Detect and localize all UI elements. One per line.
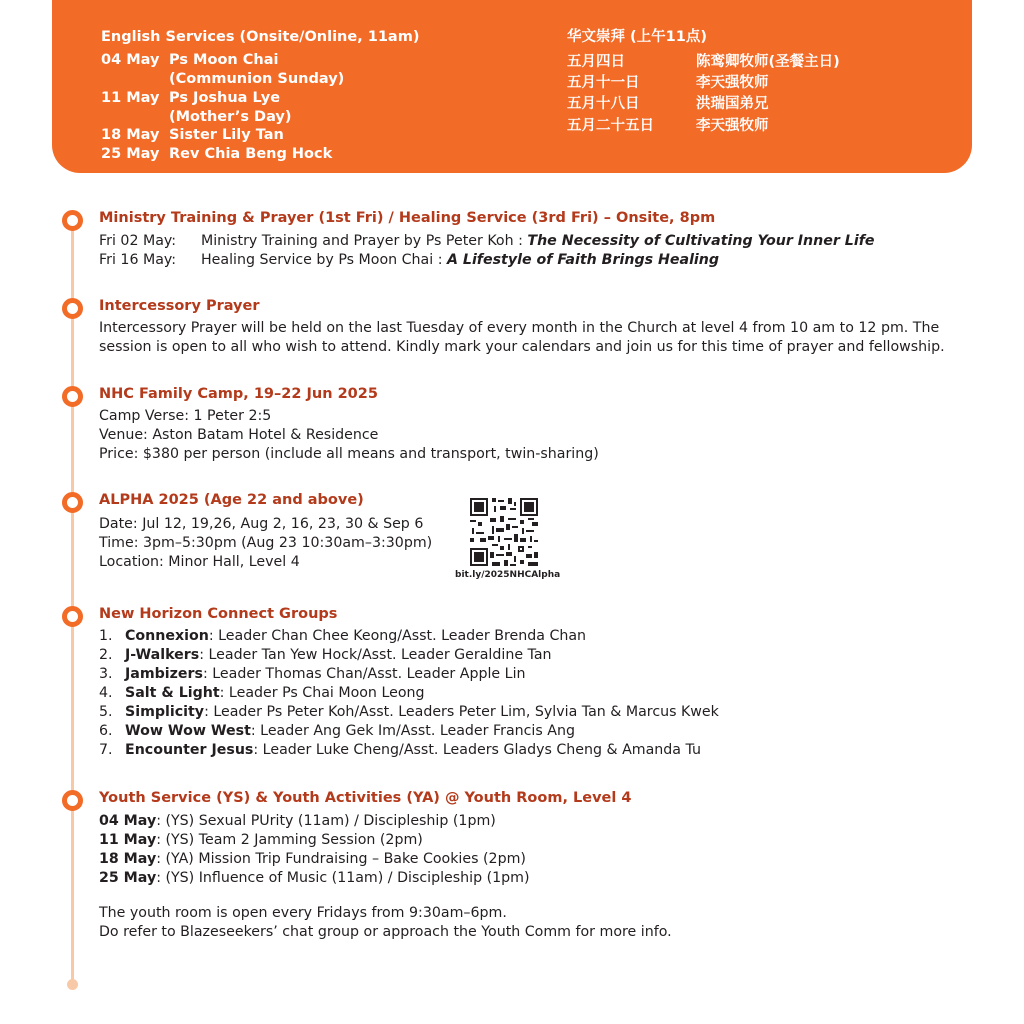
group-leaders: : Leader Ang Gek Im/Asst. Leader Francis Ang bbox=[250, 723, 575, 739]
english-service-date: 18 May bbox=[101, 127, 160, 143]
english-service-speaker: Sister Lily Tan bbox=[169, 127, 284, 143]
chinese-service-speaker: 陈鸾卿牧师(圣餐主日) bbox=[696, 54, 840, 70]
alpha-time: Time: 3pm–5:30pm (Aug 23 10:30am–3:30pm) bbox=[99, 535, 433, 551]
camp-price: Price: $380 per person (include all means and transport, twin-sharing) bbox=[99, 446, 599, 462]
timeline-end-dot bbox=[67, 979, 78, 990]
text-line: session is open to all who wish to attend. Kindly mark your calendars and join us for this time of prayer and fellowship. bbox=[99, 339, 945, 355]
english-service-date: 04 May bbox=[101, 52, 160, 68]
english-service-speaker: Ps Moon Chai bbox=[169, 52, 279, 68]
english-service-speaker: Ps Joshua Lye bbox=[169, 90, 281, 106]
chinese-service-date: 五月二十五日 bbox=[567, 118, 654, 134]
intercessory-prayer-text bbox=[99, 319, 945, 357]
timeline-dot bbox=[62, 790, 83, 811]
youth-notes bbox=[99, 904, 672, 942]
youth-activity: : (YA) Mission Trip Fundraising – Bake Cookies (2pm) bbox=[156, 851, 526, 867]
list-item bbox=[99, 627, 719, 646]
camp-venue: Venue: Aston Batam Hotel & Residence bbox=[99, 427, 379, 443]
event-date: Fri 16 May: bbox=[99, 252, 177, 268]
list-item bbox=[99, 722, 719, 741]
english-service-note: (Mother’s Day) bbox=[169, 109, 292, 125]
list-item bbox=[99, 703, 719, 722]
youth-title: Youth Service (YS) & Youth Activities (YA) @ Youth Room, Level 4 bbox=[99, 790, 632, 806]
youth-activity: : (YS) Influence of Music (11am) / Discipleship (1pm) bbox=[156, 870, 530, 886]
list-number: 5. bbox=[99, 704, 113, 720]
english-service-speaker: Rev Chia Beng Hock bbox=[169, 146, 333, 162]
group-leaders: : Leader Ps Peter Koh/Asst. Leaders Peter Lim, Sylvia Tan & Marcus Kwek bbox=[204, 704, 719, 720]
youth-date: 11 May bbox=[99, 832, 157, 848]
ministry-training-row bbox=[99, 232, 875, 251]
chinese-service-speaker: 洪瑞国弟兄 bbox=[696, 96, 769, 112]
connect-groups-title: New Horizon Connect Groups bbox=[99, 606, 338, 622]
chinese-service-date: 五月四日 bbox=[567, 54, 625, 70]
youth-date: 18 May bbox=[99, 851, 157, 867]
timeline-dot bbox=[62, 606, 83, 627]
timeline-dot bbox=[62, 492, 83, 513]
text-line: Do refer to Blazeseekers’ chat group or approach the Youth Comm for more info. bbox=[99, 924, 672, 940]
english-service-date: 11 May bbox=[101, 90, 160, 106]
timeline-dot bbox=[62, 386, 83, 407]
chinese-services-title: 华文崇拜 (上午11点) bbox=[567, 29, 707, 45]
qr-caption-link[interactable]: bit.ly/2025NHCAlpha bbox=[455, 570, 561, 580]
group-name: Encounter Jesus bbox=[125, 742, 254, 758]
group-name: Simplicity bbox=[125, 704, 205, 720]
group-name: Wow Wow West bbox=[125, 723, 251, 739]
alpha-title: ALPHA 2025 (Age 22 and above) bbox=[99, 492, 364, 508]
group-name: Jambizers bbox=[125, 666, 203, 682]
intercessory-prayer-title: Intercessory Prayer bbox=[99, 298, 260, 314]
alpha-details bbox=[99, 515, 432, 572]
youth-row bbox=[99, 850, 530, 869]
list-number: 1. bbox=[99, 628, 113, 644]
group-name: Connexion bbox=[125, 628, 209, 644]
group-leaders: : Leader Ps Chai Moon Leong bbox=[219, 685, 425, 701]
timeline-dot bbox=[62, 298, 83, 319]
list-item bbox=[99, 665, 719, 684]
list-item bbox=[99, 741, 719, 760]
timeline-line bbox=[71, 222, 74, 984]
english-service-note: (Communion Sunday) bbox=[169, 71, 345, 87]
event-topic: The Necessity of Cultivating Your Inner Life bbox=[527, 233, 875, 249]
youth-schedule bbox=[99, 812, 530, 888]
english-service-date: 25 May bbox=[101, 146, 160, 162]
ministry-training-title: Ministry Training & Prayer (1st Fri) / Healing Service (3rd Fri) – Onsite, 8pm bbox=[99, 210, 716, 226]
group-name: Salt & Light bbox=[125, 685, 220, 701]
chinese-service-date: 五月十八日 bbox=[567, 96, 640, 112]
timeline-dot bbox=[62, 210, 83, 231]
youth-row bbox=[99, 831, 530, 850]
group-leaders: : Leader Chan Chee Keong/Asst. Leader Brenda Chan bbox=[208, 628, 587, 644]
event-description: Healing Service by Ps Moon Chai : bbox=[201, 252, 447, 268]
youth-date: 25 May bbox=[99, 870, 157, 886]
ministry-training-row bbox=[99, 251, 875, 270]
chinese-service-speaker: 李天强牧师 bbox=[696, 75, 769, 91]
group-leaders: : Leader Thomas Chan/Asst. Leader Apple Lin bbox=[202, 666, 526, 682]
list-number: 3. bbox=[99, 666, 113, 682]
event-description: Ministry Training and Prayer by Ps Peter Koh : bbox=[201, 233, 528, 249]
list-item bbox=[99, 684, 719, 703]
group-leaders: : Leader Tan Yew Hock/Asst. Leader Geraldine Tan bbox=[199, 647, 552, 663]
event-topic: A Lifestyle of Faith Brings Healing bbox=[446, 252, 720, 268]
list-number: 6. bbox=[99, 723, 113, 739]
youth-row bbox=[99, 812, 530, 831]
chinese-service-date: 五月十一日 bbox=[567, 75, 640, 91]
text-line: The youth room is open every Fridays from 9:30am–6pm. bbox=[99, 905, 507, 921]
youth-row bbox=[99, 869, 530, 888]
alpha-date: Date: Jul 12, 19,26, Aug 2, 16, 23, 30 & Sep 6 bbox=[99, 516, 424, 532]
english-services-title: English Services (Onsite/Online, 11am) bbox=[101, 29, 420, 45]
youth-activity: : (YS) Team 2 Jamming Session (2pm) bbox=[156, 832, 423, 848]
list-number: 2. bbox=[99, 647, 113, 663]
alpha-location: Location: Minor Hall, Level 4 bbox=[99, 554, 300, 570]
family-camp-title: NHC Family Camp, 19–22 Jun 2025 bbox=[99, 386, 378, 402]
text-line: Intercessory Prayer will be held on the last Tuesday of every month in the Church at level 4 from 10 am to 12 pm. The bbox=[99, 320, 940, 336]
chinese-service-speaker: 李天强牧师 bbox=[696, 118, 769, 134]
group-name: J-Walkers bbox=[125, 647, 200, 663]
youth-date: 04 May bbox=[99, 813, 157, 829]
connect-groups-list bbox=[99, 627, 719, 760]
list-number: 7. bbox=[99, 742, 113, 758]
group-leaders: : Leader Luke Cheng/Asst. Leaders Gladys Cheng & Amanda Tu bbox=[253, 742, 702, 758]
youth-activity: : (YS) Sexual PUrity (11am) / Discipleship (1pm) bbox=[156, 813, 496, 829]
family-camp-details bbox=[99, 407, 599, 464]
event-date: Fri 02 May: bbox=[99, 233, 177, 249]
camp-verse: Camp Verse: 1 Peter 2:5 bbox=[99, 408, 272, 424]
ministry-training-schedule bbox=[99, 232, 875, 270]
list-number: 4. bbox=[99, 685, 113, 701]
qr-code-icon[interactable] bbox=[470, 498, 538, 566]
list-item bbox=[99, 646, 719, 665]
